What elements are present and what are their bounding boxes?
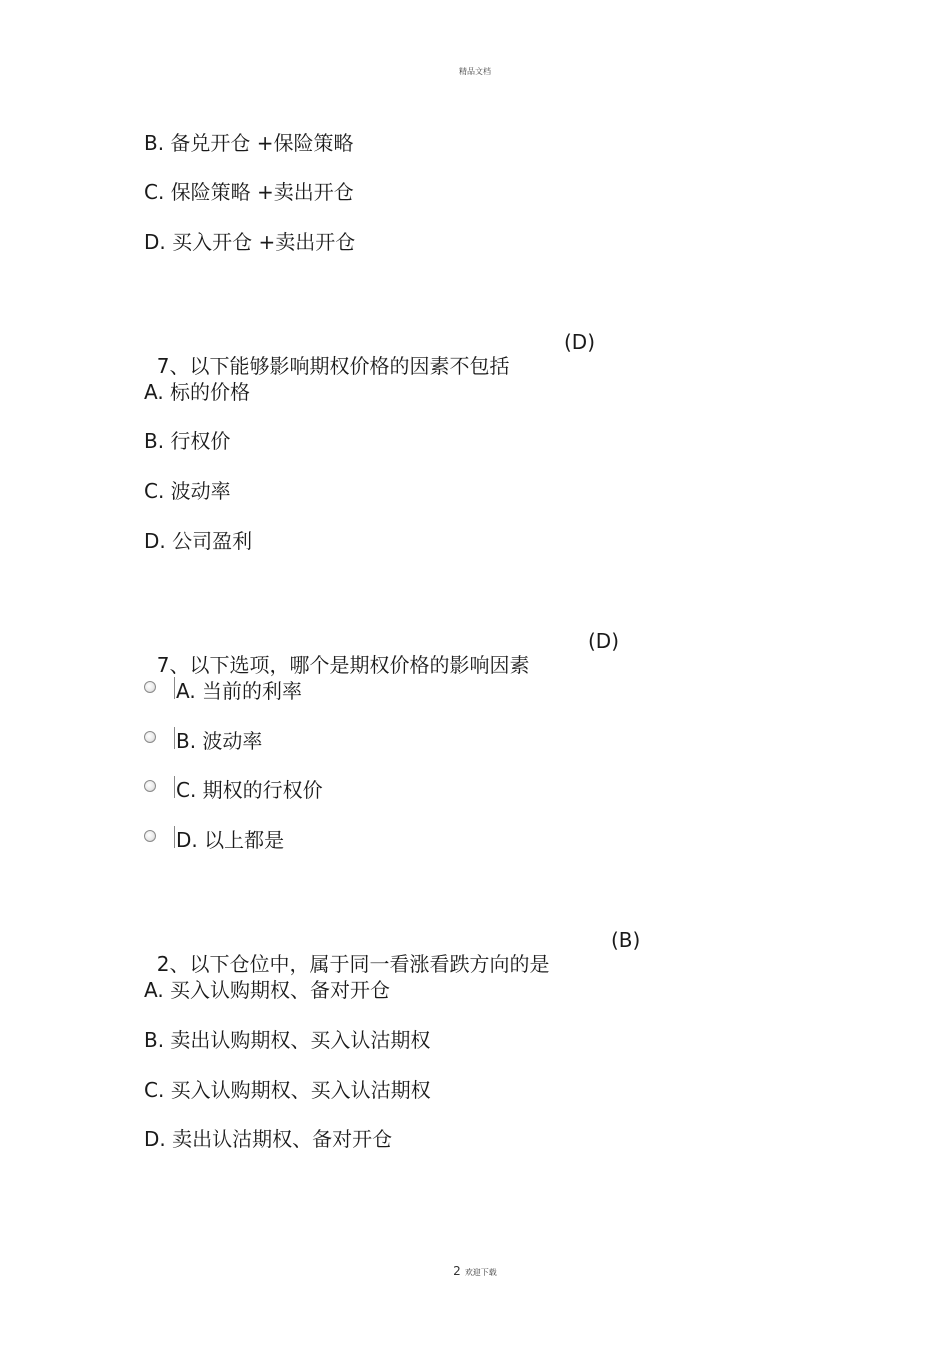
option-b: B. 行权价 — [144, 429, 231, 453]
radio-button-icon[interactable] — [144, 731, 156, 743]
radio-button-icon[interactable] — [144, 681, 156, 693]
page-header: 精品文档 — [459, 67, 491, 76]
option-c: C. 买入认购期权、买入认沽期权 — [144, 1078, 431, 1102]
answer-key: (D) — [564, 330, 596, 354]
option-d: D. 公司盈利 — [144, 529, 253, 553]
option-b: B. 卖出认购期权、买入认沽期权 — [144, 1028, 431, 1052]
text-cursor-divider — [174, 776, 175, 798]
question-text: 7、以下能够影响期权价格的因素不包括 — [156, 354, 510, 378]
option-label: C. 期权的行权价 — [176, 778, 323, 802]
page-footer — [0, 1260, 950, 1279]
text-cursor-divider — [174, 677, 175, 699]
option-label: B. 波动率 — [176, 729, 263, 753]
option-a: A. 标的价格 — [144, 380, 251, 404]
text-cursor-divider — [174, 727, 175, 749]
option-a: A. 买入认购期权、备对开仓 — [144, 978, 391, 1002]
question-text: 2、以下仓位中，属于同一看涨看跌方向的是 — [156, 952, 550, 976]
radio-button-icon[interactable] — [144, 830, 156, 842]
page-number: 2 — [453, 1264, 461, 1278]
option-c: C. 保险策略 +卖出开仓 — [144, 180, 354, 204]
option-d: D. 卖出认沽期权、备对开仓 — [144, 1127, 393, 1151]
option-c: C. 波动率 — [144, 479, 231, 503]
text-cursor-divider — [174, 826, 175, 848]
radio-button-icon[interactable] — [144, 780, 156, 792]
answer-key: (D) — [588, 629, 620, 653]
option-label: D. 以上都是 — [176, 828, 285, 852]
footer-text: 欢迎下载 — [464, 1268, 497, 1277]
option-d: D. 买入开仓 +卖出开仓 — [144, 230, 356, 254]
answer-key: (B) — [611, 928, 641, 952]
option-label: A. 当前的利率 — [176, 679, 303, 703]
question-text: 7、以下选项，哪个是期权价格的影响因素 — [156, 653, 530, 677]
option-b: B. 备兑开仓 +保险策略 — [144, 131, 354, 155]
